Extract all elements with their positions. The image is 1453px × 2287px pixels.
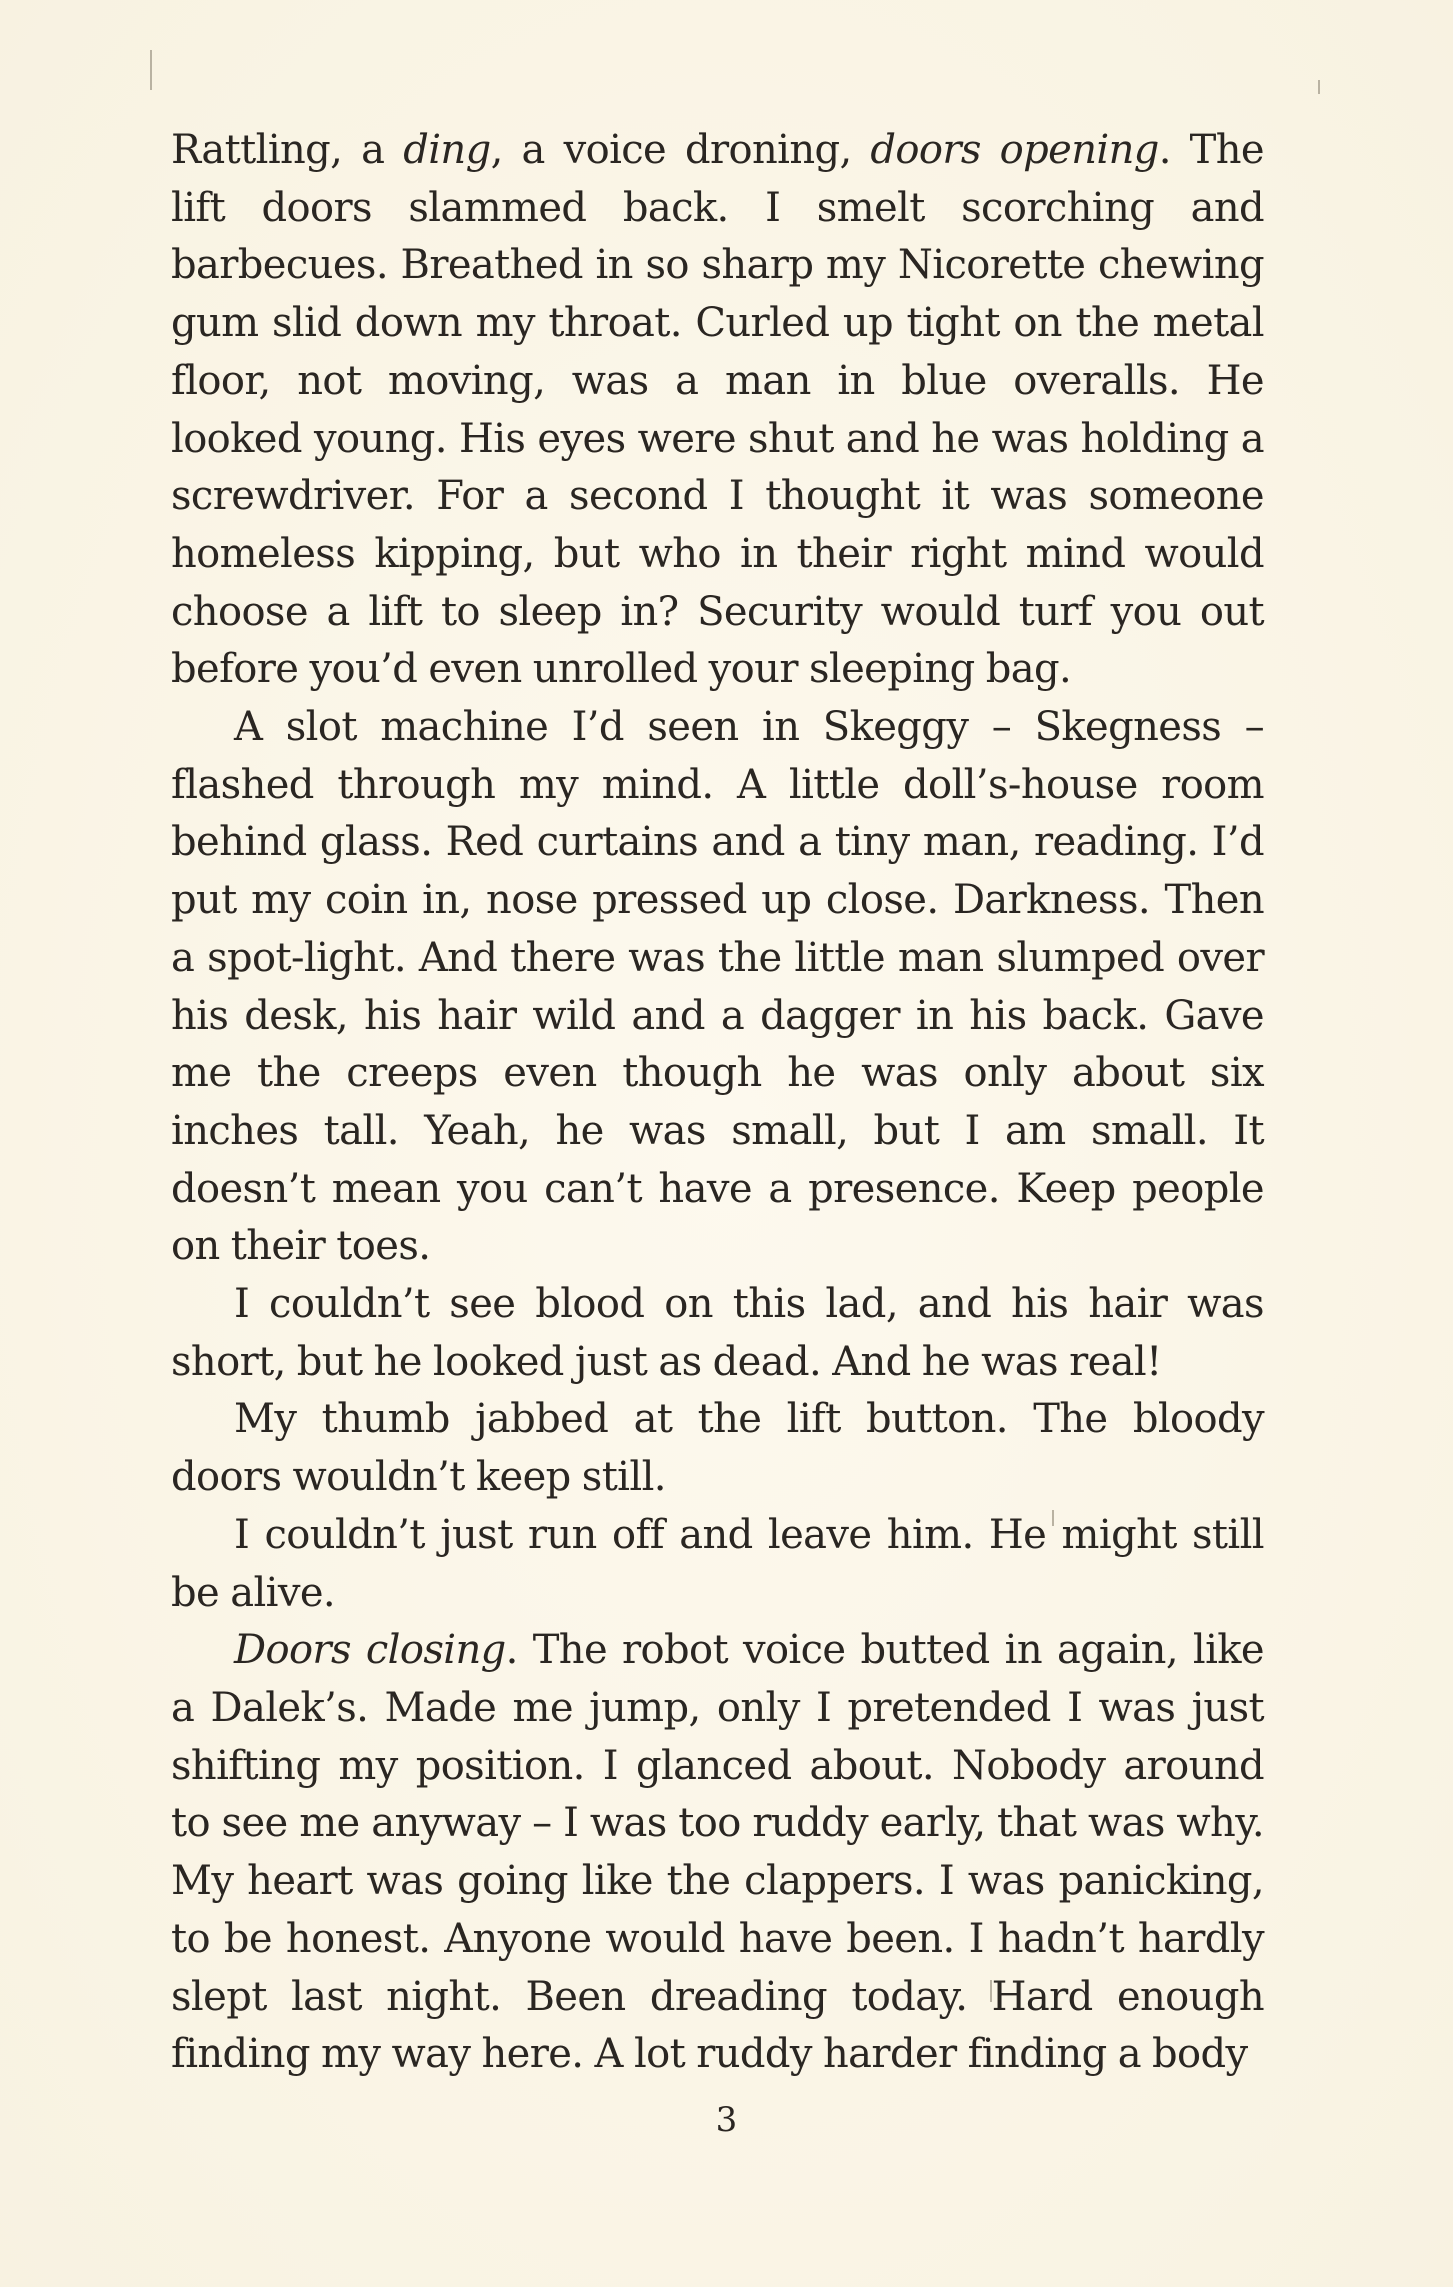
- text-run: I couldn’t see blood on this lad, and his hair was short, but he looked just as dead. And he was real!: [171, 1281, 1264, 1385]
- scan-mark: [1318, 80, 1320, 94]
- paragraph: [171, 1391, 1264, 1506]
- scan-mark: [150, 50, 152, 90]
- text-run: I couldn’t just run off and leave him. He might still be alive.: [171, 1511, 1264, 1616]
- paragraph: [171, 1622, 1264, 2084]
- paragraph: [171, 122, 1264, 699]
- page-number: 3: [715, 2100, 738, 2140]
- text-run: . The lift doors slammed back. I smelt scorching and barbecues. Breathed in so sharp my Nicorette chewing gum slid down my throat. Curled up tight on the metal floor, not moving, was a man in blue overalls. He looked young. His eyes were shut and he was holding a screwdriver. For a second I thought it was someone homeless kipping, but who in their right mind would choose a lift to sleep in? Security would turf you out before you’d even unrolled your sleeping bag.: [171, 127, 1265, 693]
- text-run: My thumb jabbed at the lift button. The bloody doors wouldn’t keep still.: [171, 1396, 1264, 1501]
- body-text: [171, 122, 1264, 2084]
- italic-text: Doors closing: [234, 1627, 506, 1674]
- text-run: , a voice droning,: [490, 127, 871, 173]
- italic-text: ding: [403, 127, 491, 173]
- text-run: Rattling, a: [171, 127, 404, 173]
- paragraph: [171, 1276, 1264, 1391]
- paragraph: [171, 699, 1264, 1276]
- paragraph: [171, 1507, 1264, 1622]
- text-run: . The robot voice butted in again, like a Dalek’s. Made me jump, only I pretended I was just shifting my position. I glanced about. Nobody around to see me anyway – I was too ruddy early, that was why. My heart was going like the clappers. I was panicking, to be honest. Anyone would have been. I hadn’t hardly slept last night. Been dreading today. Hard enough finding my way here. A lot ruddy harder finding a body: [171, 1627, 1264, 2078]
- italic-text: doors opening: [870, 127, 1159, 173]
- text-run: A slot machine I’d seen in Skeggy – Skegness – flashed through my mind. A little doll’s-house room behind glass. Red curtains and a tiny man, reading. I’d put my coin in, nose pressed up close. Darkness. Then a spot-light. And there was the little man slumped over his desk, his hair wild and a dagger in his back. Gave me the creeps even though he was only about six inches tall. Yeah, he was small, but I am small. It doesn’t mean you can’t have a presence. Keep people on their toes.: [171, 704, 1264, 1270]
